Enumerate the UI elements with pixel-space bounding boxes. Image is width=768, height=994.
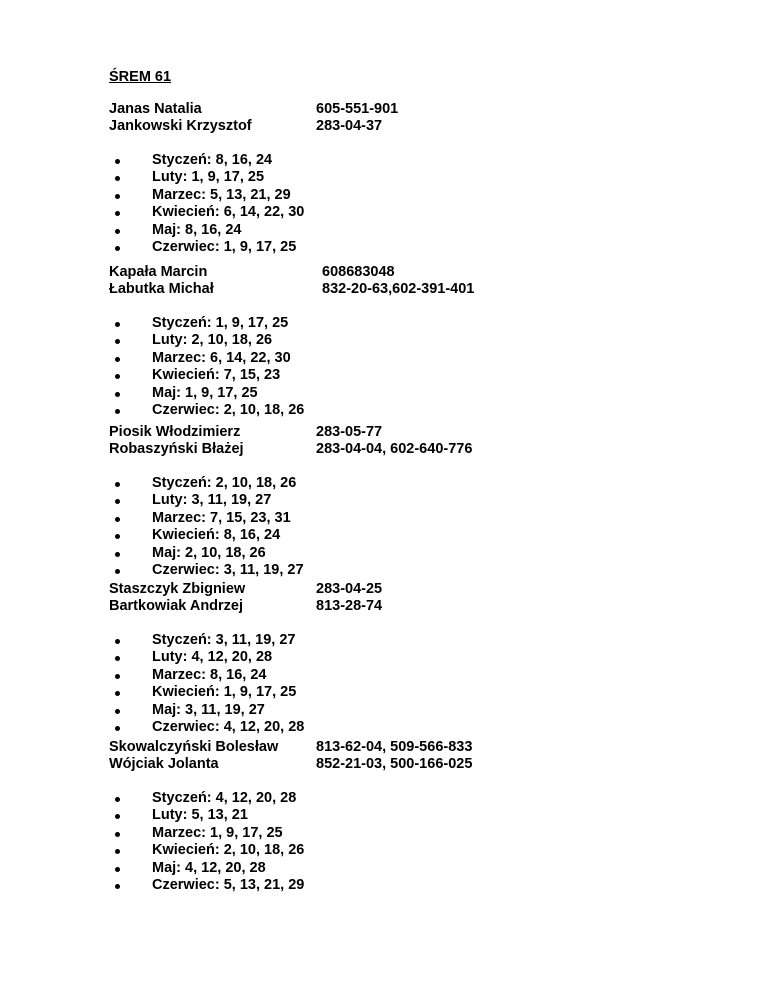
schedule-item xyxy=(109,632,304,649)
person-phone: 608683048 xyxy=(322,264,395,280)
schedule-item xyxy=(109,402,304,419)
person-row xyxy=(109,118,709,135)
person-name: Robaszyński Błażej xyxy=(109,441,244,457)
schedule-item xyxy=(109,527,304,544)
schedule-text: Styczeń: 2, 10, 18, 26 xyxy=(152,475,297,491)
bullet-icon xyxy=(115,534,120,539)
schedule-item xyxy=(109,860,304,877)
person-row xyxy=(109,281,709,298)
schedule-item xyxy=(109,222,304,239)
bullet-icon xyxy=(115,849,120,854)
schedule-text: Styczeń: 3, 11, 19, 27 xyxy=(152,632,296,648)
bullet-icon xyxy=(115,552,120,557)
schedule-item xyxy=(109,315,304,332)
person-name: Staszczyk Zbigniew xyxy=(109,581,246,597)
schedule-item xyxy=(109,475,304,492)
schedule-item xyxy=(109,684,304,701)
schedule-item xyxy=(109,187,304,204)
bullet-icon xyxy=(115,229,120,234)
person-phone: 852-21-03, 500-166-025 xyxy=(316,756,473,772)
schedule-text: Czerwiec: 5, 13, 21, 29 xyxy=(152,876,305,893)
person-phone: 283-04-37 xyxy=(316,118,383,134)
schedule-text: Marzec: 6, 14, 22, 30 xyxy=(152,349,291,366)
bullet-icon xyxy=(115,374,120,379)
bullet-icon xyxy=(115,814,120,819)
schedule-text: Czerwiec: 2, 10, 18, 26 xyxy=(152,401,305,418)
schedule-text: Kwiecień: 7, 15, 23 xyxy=(152,367,281,384)
schedule-item xyxy=(109,719,304,736)
schedule-item xyxy=(109,667,304,684)
schedule-text: Maj: 1, 9, 17, 25 xyxy=(152,384,258,401)
schedule-text: Kwiecień: 1, 9, 17, 25 xyxy=(152,684,297,701)
bullet-icon xyxy=(115,569,120,574)
schedule-item xyxy=(109,877,304,894)
contact-group xyxy=(109,101,709,255)
schedule-item xyxy=(109,204,304,221)
person-phone: 283-04-04, 602-640-776 xyxy=(316,441,473,457)
person-name: Janas Natalia xyxy=(109,101,202,117)
schedule-item xyxy=(109,545,304,562)
schedule-list xyxy=(109,152,304,256)
schedule-text: Marzec: 8, 16, 24 xyxy=(152,666,267,683)
person-row xyxy=(109,598,709,615)
schedule-list xyxy=(109,632,304,736)
schedule-text: Maj: 4, 12, 20, 28 xyxy=(152,859,266,876)
person-name: Bartkowiak Andrzej xyxy=(109,598,244,614)
schedule-text: Czerwiec: 4, 12, 20, 28 xyxy=(152,718,305,735)
contact-group xyxy=(109,581,709,735)
person-row xyxy=(109,756,709,773)
schedule-text: Marzec: 7, 15, 23, 31 xyxy=(152,509,291,526)
bullet-icon xyxy=(115,194,120,199)
schedule-text: Luty: 2, 10, 18, 26 xyxy=(152,332,273,349)
person-name: Kapała Marcin xyxy=(109,264,208,280)
person-row xyxy=(109,101,709,118)
schedule-text: Maj: 8, 16, 24 xyxy=(152,221,242,238)
bullet-icon xyxy=(115,639,120,644)
schedule-text: Kwiecień: 6, 14, 22, 30 xyxy=(152,204,305,221)
schedule-item xyxy=(109,807,304,824)
schedule-item xyxy=(109,702,304,719)
schedule-item xyxy=(109,562,304,579)
bullet-icon xyxy=(115,392,120,397)
schedule-text: Czerwiec: 1, 9, 17, 25 xyxy=(152,238,297,255)
bullet-icon xyxy=(115,709,120,714)
bullet-icon xyxy=(115,246,120,251)
schedule-text: Styczeń: 1, 9, 17, 25 xyxy=(152,315,289,331)
bullet-icon xyxy=(115,517,120,522)
schedule-text: Marzec: 1, 9, 17, 25 xyxy=(152,824,283,841)
schedule-list xyxy=(109,315,304,419)
person-row xyxy=(109,441,709,458)
bullet-icon xyxy=(115,211,120,216)
schedule-list xyxy=(109,475,304,579)
bullet-icon xyxy=(115,884,120,889)
contact-group xyxy=(109,424,709,578)
person-phone: 813-28-74 xyxy=(316,598,383,614)
bullet-icon xyxy=(115,691,120,696)
schedule-text: Luty: 1, 9, 17, 25 xyxy=(152,169,265,186)
schedule-text: Styczeń: 4, 12, 20, 28 xyxy=(152,790,297,806)
bullet-icon xyxy=(115,482,120,487)
schedule-list xyxy=(109,790,304,894)
schedule-text: Czerwiec: 3, 11, 19, 27 xyxy=(152,561,304,578)
schedule-item xyxy=(109,825,304,842)
schedule-text: Maj: 2, 10, 18, 26 xyxy=(152,544,266,561)
person-phone: 283-04-25 xyxy=(316,581,383,597)
schedule-item xyxy=(109,492,304,509)
schedule-item xyxy=(109,332,304,349)
schedule-text: Kwiecień: 2, 10, 18, 26 xyxy=(152,842,305,859)
person-name: Jankowski Krzysztof xyxy=(109,118,252,134)
bullet-icon xyxy=(115,357,120,362)
schedule-item xyxy=(109,649,304,666)
bullet-icon xyxy=(115,656,120,661)
person-name: Wójciak Jolanta xyxy=(109,756,219,772)
bullet-icon xyxy=(115,339,120,344)
schedule-text: Marzec: 5, 13, 21, 29 xyxy=(152,186,291,203)
person-row xyxy=(109,581,709,598)
schedule-text: Luty: 4, 12, 20, 28 xyxy=(152,649,273,666)
schedule-item xyxy=(109,510,304,527)
person-row xyxy=(109,264,709,281)
contact-group xyxy=(109,739,709,893)
bullet-icon xyxy=(115,726,120,731)
schedule-text: Luty: 3, 11, 19, 27 xyxy=(152,492,272,509)
bullet-icon xyxy=(115,159,120,164)
schedule-item xyxy=(109,385,304,402)
person-name: Łabutka Michał xyxy=(109,281,214,297)
schedule-text: Kwiecień: 8, 16, 24 xyxy=(152,527,281,544)
person-name: Piosik Włodzimierz xyxy=(109,424,241,440)
bullet-icon xyxy=(115,176,120,181)
contact-group xyxy=(109,264,709,418)
schedule-item xyxy=(109,842,304,859)
schedule-text: Styczeń: 8, 16, 24 xyxy=(152,152,273,168)
person-name: Skowalczyński Bolesław xyxy=(109,739,279,755)
schedule-item xyxy=(109,350,304,367)
person-phone: 605-551-901 xyxy=(316,101,399,117)
bullet-icon xyxy=(115,409,120,414)
bullet-icon xyxy=(115,867,120,872)
bullet-icon xyxy=(115,832,120,837)
schedule-item xyxy=(109,790,304,807)
person-phone: 813-62-04, 509-566-833 xyxy=(316,739,473,755)
schedule-item xyxy=(109,169,304,186)
schedule-item xyxy=(109,367,304,384)
person-row xyxy=(109,739,709,756)
schedule-item xyxy=(109,239,304,256)
person-phone: 832-20-63,602-391-401 xyxy=(322,281,475,297)
schedule-text: Maj: 3, 11, 19, 27 xyxy=(152,701,265,718)
bullet-icon xyxy=(115,797,120,802)
person-phone: 283-05-77 xyxy=(316,424,383,440)
bullet-icon xyxy=(115,674,120,679)
schedule-text: Luty: 5, 13, 21 xyxy=(152,807,248,824)
page-title: ŚREM 61 xyxy=(109,69,172,85)
bullet-icon xyxy=(115,499,120,504)
bullet-icon xyxy=(115,322,120,327)
person-row xyxy=(109,424,709,441)
schedule-item xyxy=(109,152,304,169)
